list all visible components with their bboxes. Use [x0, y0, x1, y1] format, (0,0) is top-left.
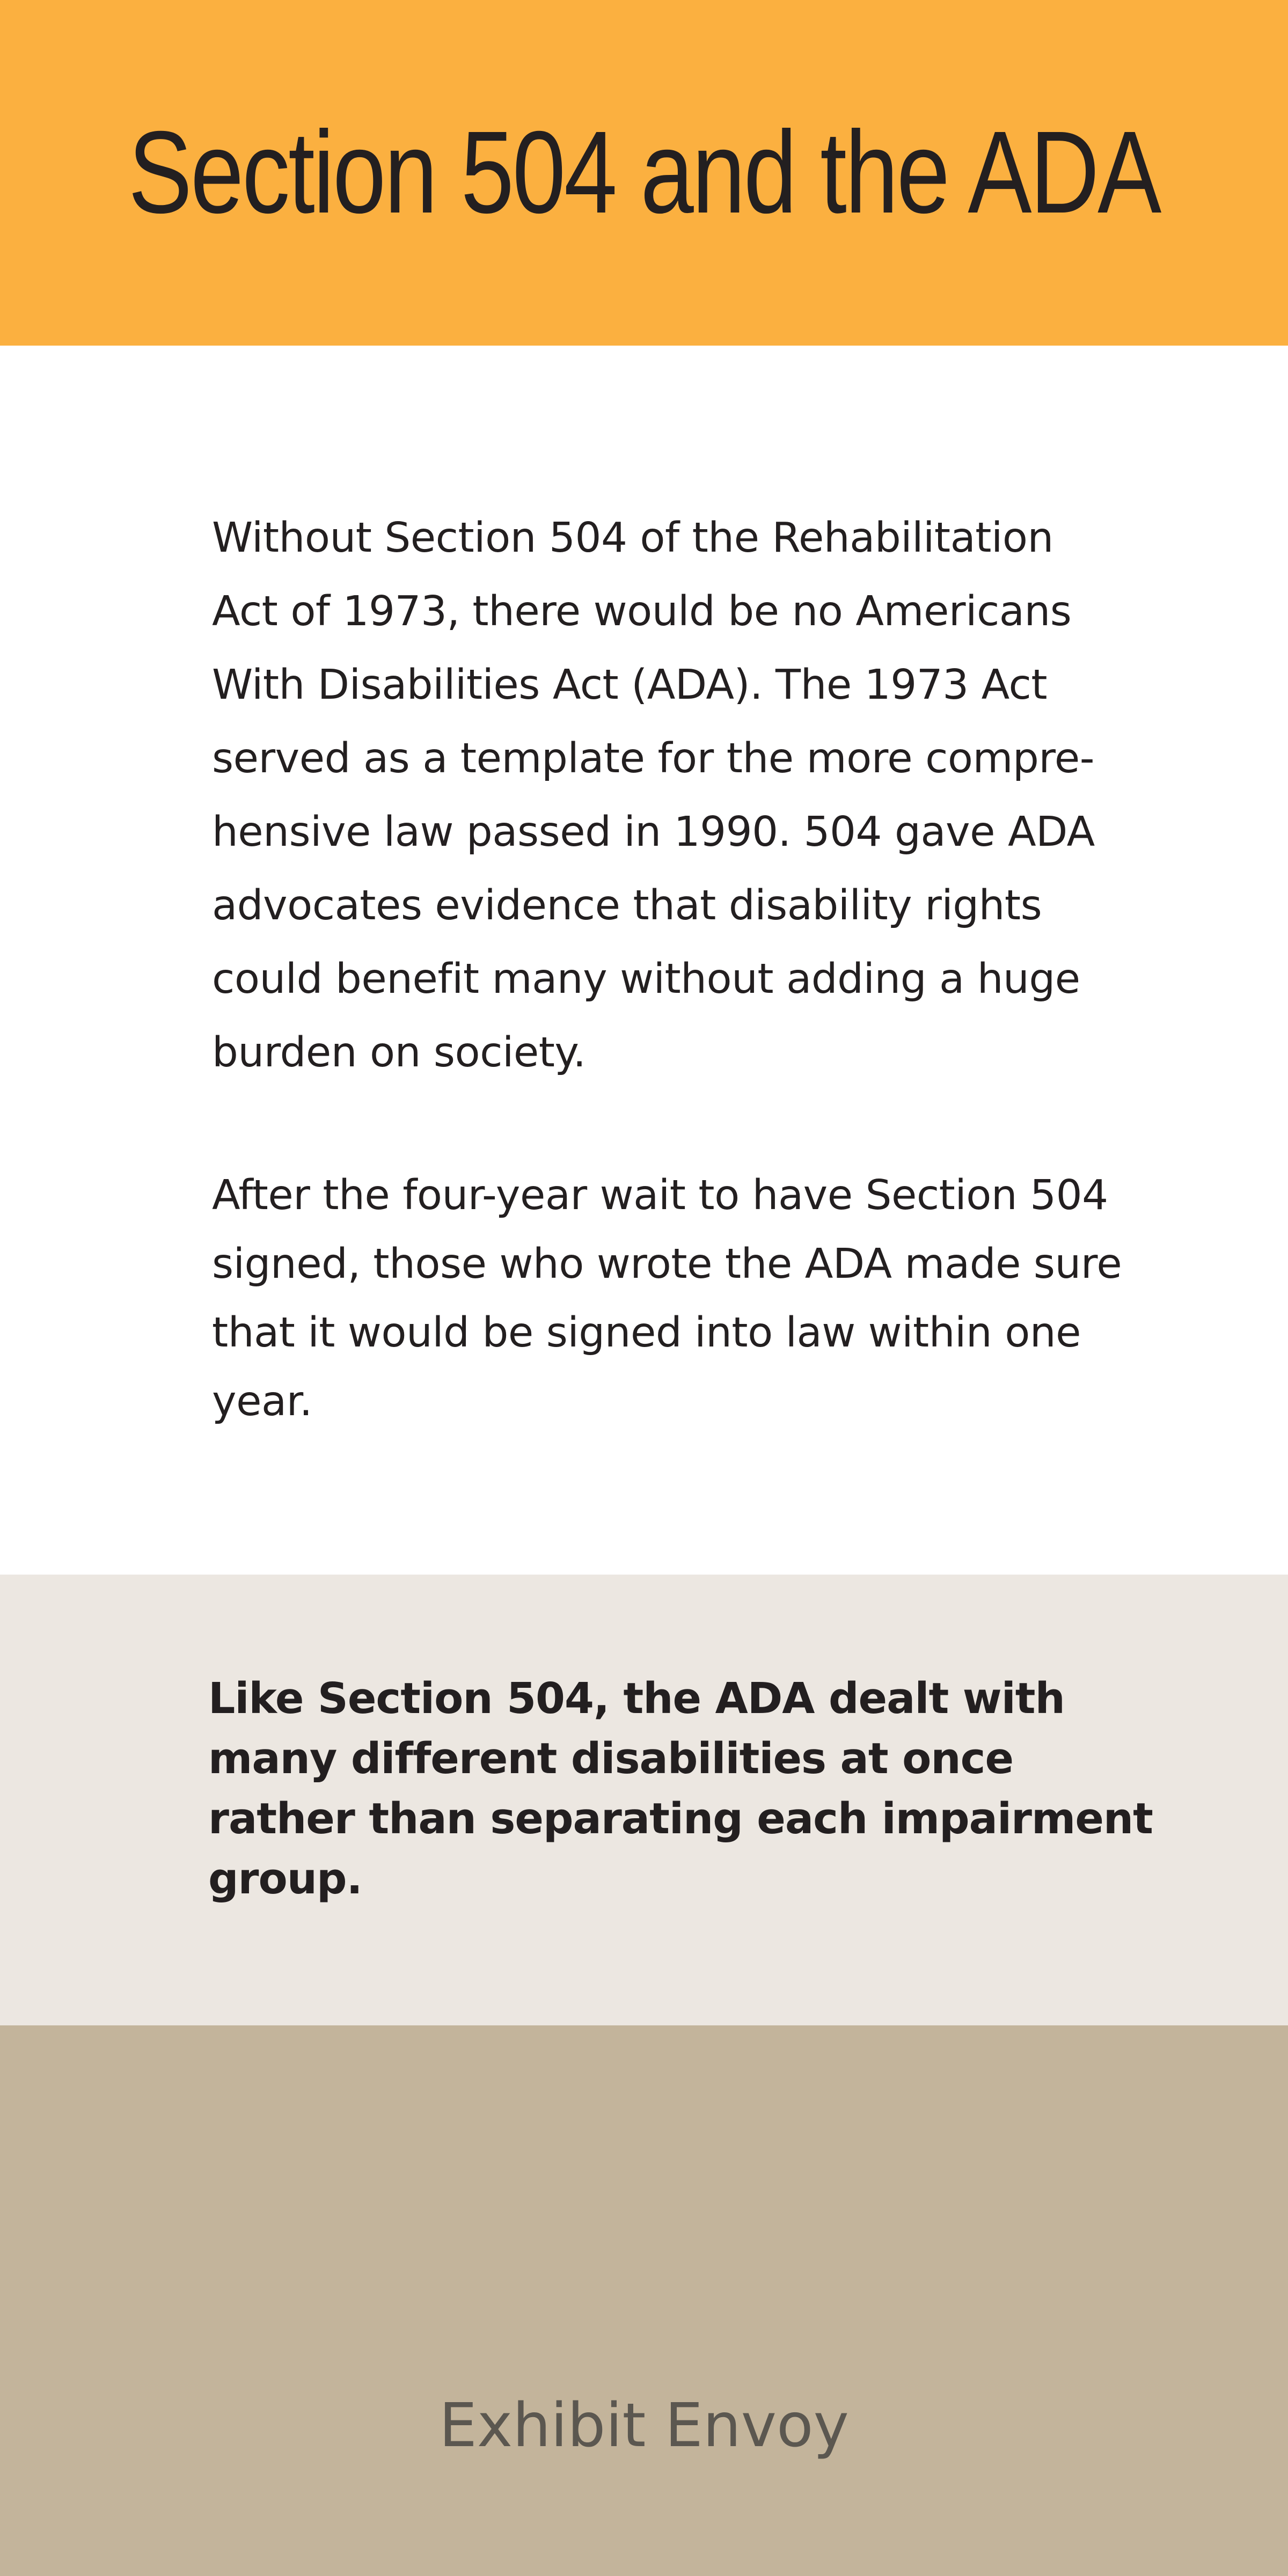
footer	[0, 2025, 1288, 2576]
callout-box	[0, 1575, 1288, 2025]
main-content	[0, 346, 1288, 1575]
brand-name: Exhibit Envoy	[439, 2391, 849, 2461]
body-paragraph-1: Without Section 504 of the Rehabilitation Act of 1973, there would be no Americans With Disabilities Act (ADA). The 1973 Act served as a template for the more compre-hensive law passed in 1990. 504 gave ADA advocates evidence that disability rights could benefit many without adding a huge burden on society.	[212, 514, 1095, 1077]
callout-text: Like Section 504, the ADA dealt with many different disabilities at once rather than separating each impairment group.	[208, 1674, 1153, 1904]
header-banner	[0, 0, 1288, 346]
page-title: Section 504 and the ADA	[128, 107, 1160, 238]
body-paragraph-2: After the four-year wait to have Section 504 signed, those who wrote the ADA made sure that it would be signed into law within one year.	[212, 1172, 1122, 1425]
